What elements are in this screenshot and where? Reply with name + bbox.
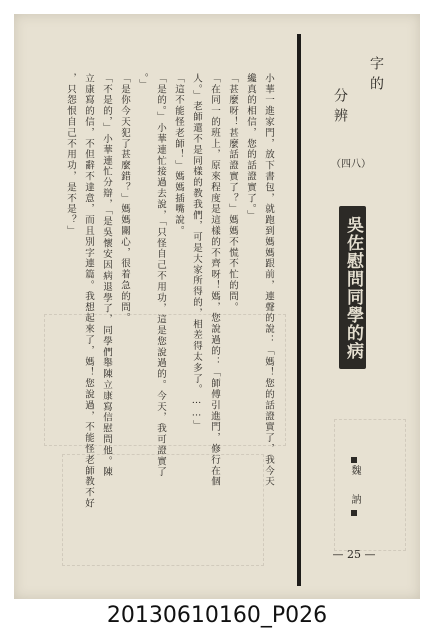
text-column: 「是的。」小華連忙接過去說，「只怪自己不用功，這是您說過的。今天，我可證實了 xyxy=(155,73,166,478)
series-char: 分 xyxy=(332,88,348,108)
image-caption: 20130610160_P026 xyxy=(106,603,328,628)
text-column: 「不是的，」小華連忙分辯，「是吳懷安因病退學了，同學們舉陳立康寫信慰問他。陳 xyxy=(101,73,112,478)
text-column: 纔真的相信，您的話證實了。」 xyxy=(245,73,256,221)
article-title-band xyxy=(339,206,366,369)
article-title: 吳佐慰問同學的病 xyxy=(343,215,363,360)
series-char: 辨 xyxy=(332,108,348,128)
issue-number: （四八） xyxy=(331,159,371,170)
divider-rule xyxy=(297,34,301,586)
text-column: 「甚麼呀！甚麼話證實了？」媽媽不慌不忙的問。 xyxy=(227,73,238,313)
series-title xyxy=(330,88,350,128)
text-column: 「是你今天犯了甚麼錯？」媽媽關心，很着急的問。 xyxy=(119,73,130,324)
text-column: 人。」老師還不是同樣的教我們，可是大家所得的，相差得太多了。……」 xyxy=(191,73,202,431)
series-char: 的 xyxy=(368,76,384,96)
bleed-through-frame xyxy=(334,419,406,551)
series-title xyxy=(366,56,386,96)
text-column: 立康寫的信，不但辭不達意，而且別字連篇。我想起來了，媽！您說過，不能怪老師教不好 xyxy=(83,73,94,509)
author-name: 魏 訥 xyxy=(347,455,362,518)
text-column: 「在同一的班上，原來程度是這樣的不齊呀！媽，您說過的：「師傅引進門，修行在個 xyxy=(209,73,220,488)
text-column: ，只怨恨自己不用功，是不是？」 xyxy=(65,73,76,237)
text-column: 「這不能怪老師！」媽媽插嘴說。 xyxy=(173,73,184,237)
page-number: — 25 — xyxy=(332,548,376,561)
series-char: 字 xyxy=(368,56,384,76)
text-column: 。」 xyxy=(137,73,148,91)
text-column: 小華一進家門，放下書包，就跑到媽媽跟前，連聲的說：「媽！您的話證實了，我今天 xyxy=(263,73,274,488)
